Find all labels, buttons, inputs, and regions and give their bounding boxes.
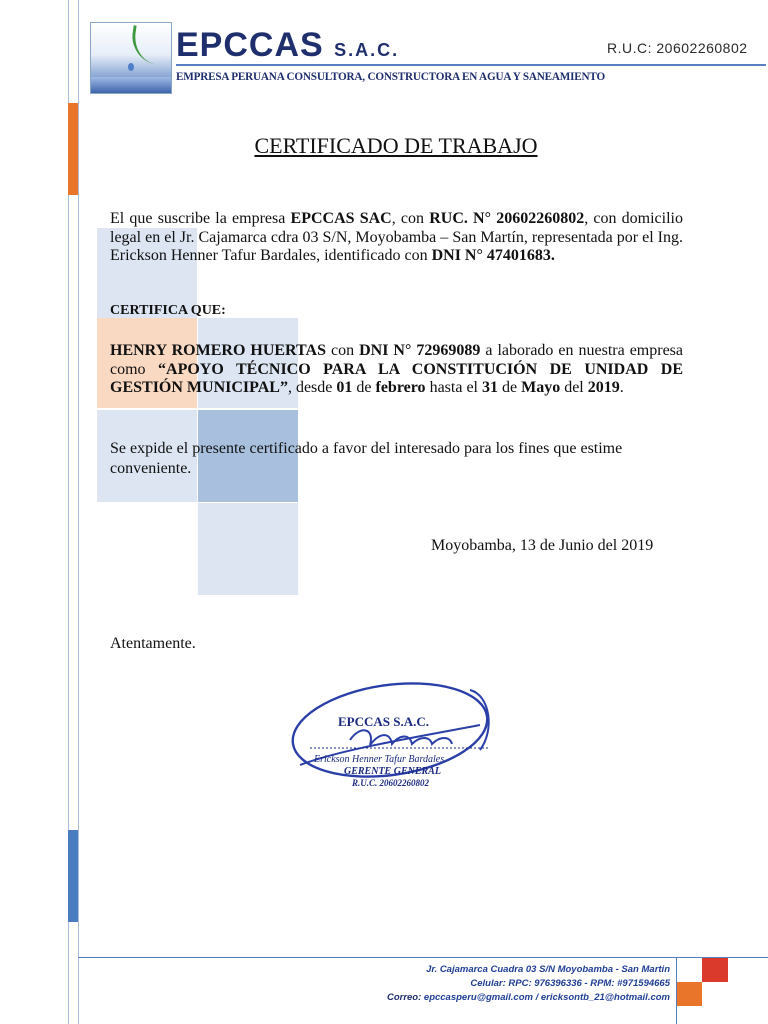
- signature-ruc: R.U.C. 20602260802: [352, 778, 430, 788]
- start-month: febrero: [375, 379, 426, 396]
- intro-text: , con: [391, 210, 430, 227]
- body-text: a laborado en nuestra empresa como: [110, 342, 684, 378]
- footer-rule: [676, 958, 677, 1024]
- signature-company: EPCCAS S.A.C.: [338, 714, 430, 729]
- purpose-paragraph: Se expide el presente certificado a favor del interesado para los fines que estime conveniente.: [110, 440, 623, 477]
- intro-text: , con domicilio legal en el Jr. Cajamarca cdra 03 S/N, Moyobamba – San Martín, representada por el Ing. Erickson Henner Tafur Bardales, identificado con: [110, 210, 683, 264]
- footer-orange-square: [676, 982, 702, 1006]
- body-paragraph: [110, 342, 683, 398]
- intro-ruc: RUC. N° 20602260802: [429, 210, 585, 227]
- employee-name: HENRY ROMERO HUERTAS: [110, 342, 326, 359]
- end-year: 2019: [587, 379, 620, 396]
- footer-email-value: epccasperu@gmail.com / ericksontb_21@hotmail.com: [423, 992, 670, 1003]
- footer-red-square: [702, 958, 728, 982]
- intro-text: El que suscribe la empresa: [110, 210, 291, 227]
- bg-square: [198, 503, 298, 595]
- intro-paragraph: [110, 210, 683, 266]
- start-day: 01: [336, 379, 353, 396]
- signature-name: Erickson Henner Tafur Bardales: [314, 754, 445, 765]
- leaf-icon: [129, 25, 163, 65]
- company-logo: [90, 22, 172, 94]
- employee-role: “APOYO TÉCNICO PARA LA CONSTITUCIÓN DE UNIDAD DE GESTIÓN MUNICIPAL”: [110, 360, 684, 396]
- company-name-main: EPCCAS: [176, 26, 324, 64]
- footer-phones: Celular: RPC: 976396336 - RPM: #971594665: [470, 978, 670, 989]
- employee-dni: DNI N° 72969089: [359, 342, 481, 359]
- water-drop-icon: [128, 63, 134, 71]
- footer-divider: [78, 957, 768, 958]
- footer-email: [387, 992, 670, 1003]
- footer-address: Jr. Cajamarca Cuadra 03 S/N Moyobamba - San Martin: [426, 964, 670, 975]
- signature-position: GERENTE GENERAL: [344, 766, 441, 777]
- body-text: de: [497, 379, 522, 396]
- end-month: Mayo: [521, 379, 561, 396]
- intro-company: EPCCAS SAC: [290, 210, 392, 227]
- date-line: Moyobamba, 13 de Junio del 2019: [431, 537, 654, 554]
- company-name: [176, 26, 399, 65]
- footer-email-label: Correo:: [386, 992, 424, 1003]
- water-icon: [91, 77, 171, 93]
- body-text: del: [560, 379, 588, 396]
- header-ruc: R.U.C: 20602260802: [607, 40, 748, 56]
- blue-accent-bar: [68, 830, 78, 922]
- company-tagline: EMPRESA PERUANA CONSULTORA, CONSTRUCTORA EN AGUA Y SANEAMIENTO: [176, 71, 605, 83]
- document-title: CERTIFICADO DE TRABAJO: [254, 133, 538, 158]
- certifica-heading: CERTIFICA QUE:: [110, 303, 226, 318]
- closing-text: Atentamente.: [110, 635, 196, 652]
- signature-scribble: [280, 670, 520, 810]
- body-text: .: [619, 379, 624, 396]
- intro-dni: DNI N° 47401683.: [431, 247, 555, 264]
- body-text: , desde: [287, 379, 337, 396]
- signature-stamp: [280, 670, 520, 810]
- body-text: de: [352, 379, 376, 396]
- header-divider: [176, 64, 766, 66]
- body-text: hasta el: [425, 379, 482, 396]
- company-name-suffix: S.A.C.: [334, 40, 400, 60]
- end-day: 31: [481, 379, 498, 396]
- body-text: con: [325, 342, 360, 359]
